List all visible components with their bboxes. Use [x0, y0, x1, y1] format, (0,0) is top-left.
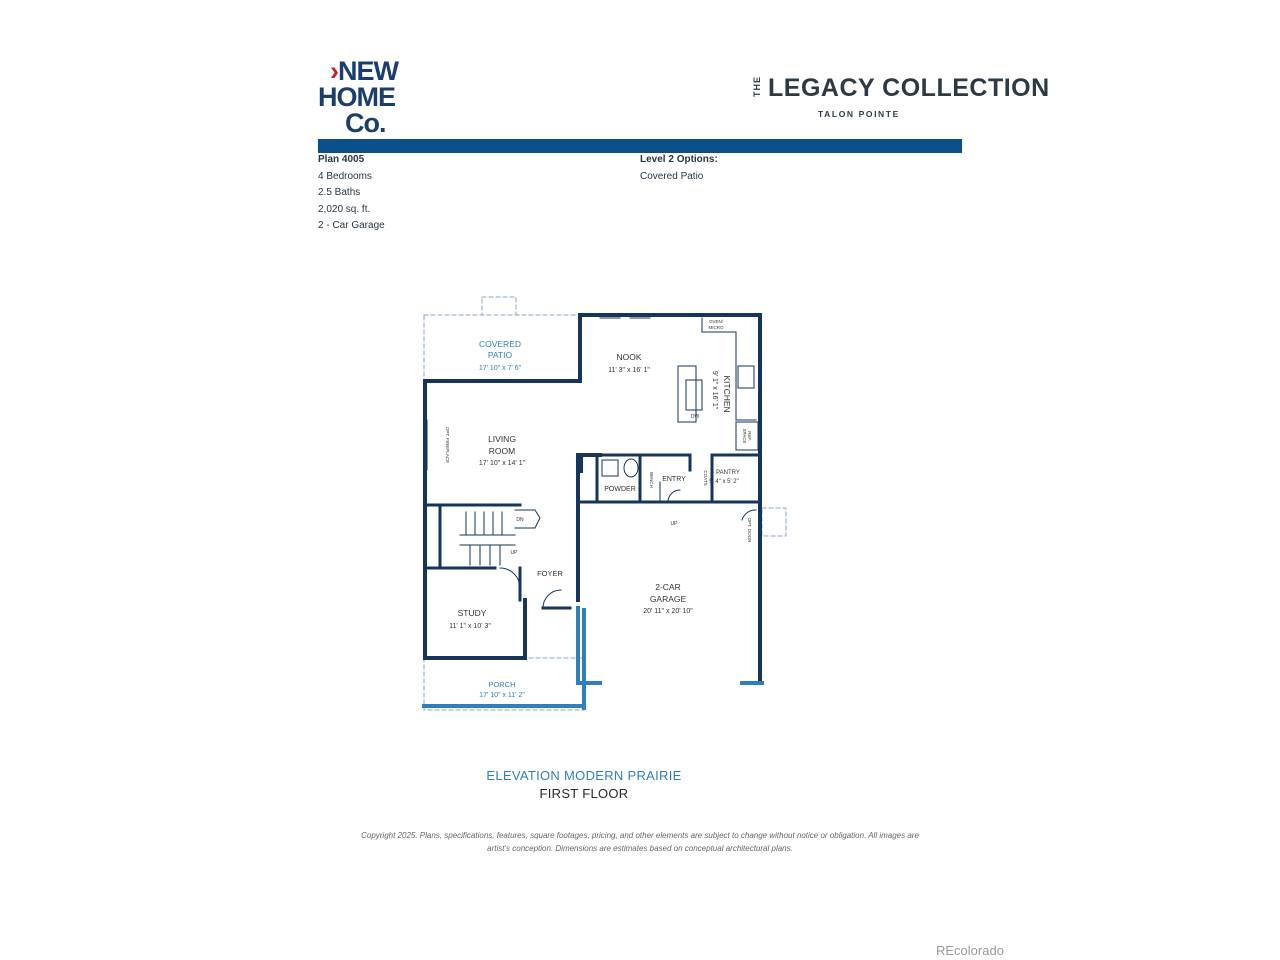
study-dim: 11' 1" x 10' 3" [449, 623, 491, 630]
collection-title: LEGACY COLLECTION [768, 74, 1050, 102]
living-room-label-2: ROOM [488, 446, 516, 456]
kitchen-dim: 9' 1" x 16' 1" [711, 370, 718, 410]
coats-label: COATS [703, 470, 708, 486]
living-room-label: LIVING [488, 434, 516, 444]
options-heading: Level 2 Options: [640, 154, 718, 165]
entry-up-label: UP [670, 521, 678, 527]
copyright-notice: Copyright 2025. Plans, specifications, features, square footages, pricing, and other elements are subject to change without notice or obligation. All images are artist's conception. Dimensions are estimates based on conceptual architectural plans. [361, 831, 919, 853]
plan-baths: 2.5 Baths [318, 187, 361, 198]
stairs-down-label: DN [516, 517, 524, 523]
door-swings [500, 490, 756, 608]
ref-label: REF. [747, 431, 752, 441]
fireplace-label: OPT. FIREPLACE [445, 426, 450, 464]
plan-bedrooms: 4 Bedrooms [318, 170, 372, 182]
powder-label: POWDER [604, 486, 636, 493]
nook-dim: 11' 3" x 16' 1" [608, 367, 650, 374]
option-covered-patio: Covered Patio [640, 170, 704, 182]
plan-sqft: 2,020 sq. ft. [318, 203, 371, 215]
garage-label: 2-CAR [655, 582, 681, 592]
plan-name: Plan 4005 [318, 154, 365, 165]
ref-label-2: SPACE [742, 428, 747, 444]
opt-door-label: OPT. DOOR [747, 517, 752, 543]
wall-block [578, 455, 583, 473]
covered-patio-dim: 17' 10" x 7' 6" [478, 365, 522, 372]
stairs [460, 510, 540, 565]
porch-dim: 17' 10" x 11' 2" [479, 692, 525, 699]
pantry-label: PANTRY [716, 470, 740, 476]
nook-label: NOOK [616, 352, 642, 362]
porch-label: PORCH [488, 680, 516, 689]
logo-accent-mark: › [330, 56, 338, 86]
oven-label: OVEN/ [708, 319, 724, 324]
floor-caption: FIRST FLOOR [539, 786, 629, 801]
logo-line2: HOME [318, 82, 395, 112]
plan-garage: 2 - Car Garage [318, 220, 385, 231]
living-room-dim: 17' 10" x 14' 1" [478, 460, 526, 467]
study-label: STUDY [457, 608, 487, 618]
foyer-label: FOYER [537, 569, 563, 578]
covered-patio-label-2: PATIO [487, 350, 513, 360]
elevation-caption: ELEVATION MODERN PRAIRIE [486, 768, 682, 783]
garage-dim: 20' 11" x 20' 10" [643, 608, 693, 615]
collection-the: THE [752, 76, 762, 97]
bench-label: BENCH [649, 472, 654, 488]
watermark: REcolorado [936, 943, 1004, 958]
garage-label-2: GARAGE [649, 594, 687, 604]
entry-label: ENTRY [662, 476, 686, 483]
pantry-dim: 5' 4" x 5' 2" [709, 479, 739, 485]
dw-label: DW [690, 414, 700, 420]
micro-label: MICRO [708, 325, 724, 330]
covered-patio-label: COVERED [478, 339, 522, 349]
stairs-up-label: UP [510, 550, 518, 556]
community-name: TALON POINTE [818, 109, 900, 119]
logo-line3: Co. [345, 108, 386, 138]
logo-line1: NEW [338, 56, 398, 86]
kitchen-label: KITCHEN [722, 375, 732, 413]
